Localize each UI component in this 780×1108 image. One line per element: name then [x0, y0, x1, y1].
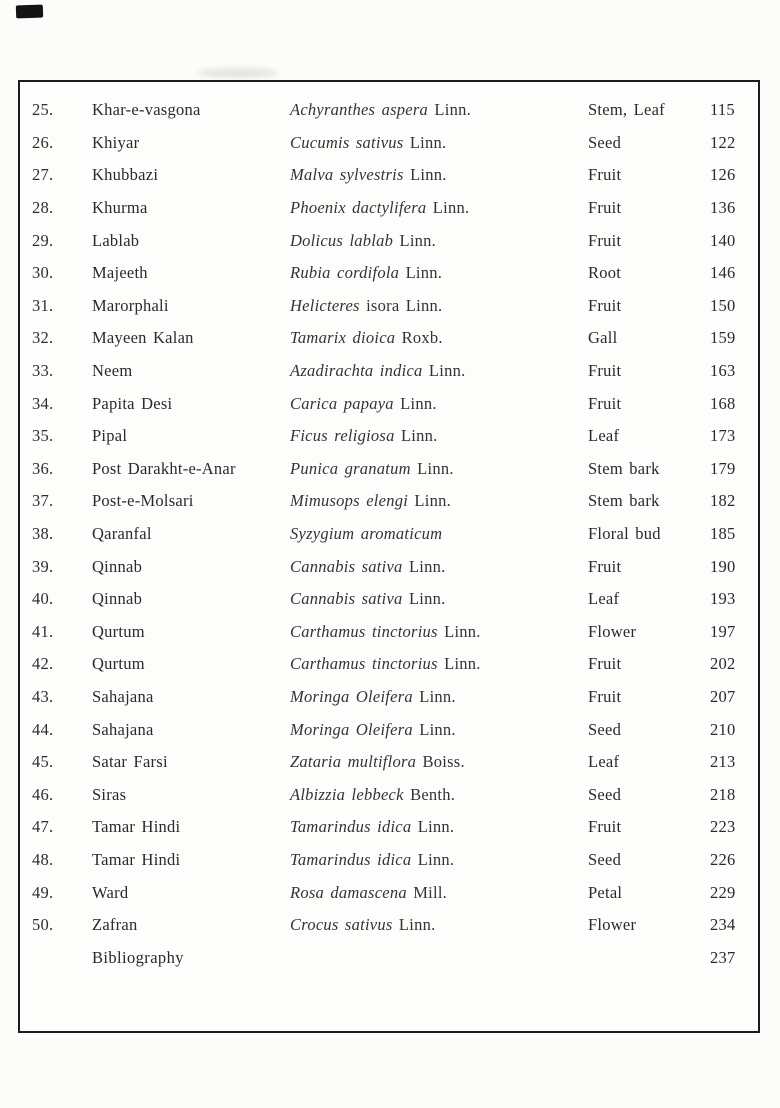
entry-number: 45. — [32, 752, 54, 772]
table-row — [20, 224, 758, 257]
page-number: 202 — [710, 654, 736, 674]
entry-number: 29. — [32, 230, 54, 250]
bibliography-label: Bibliography — [92, 947, 184, 967]
botanical-name-authority: Linn. — [437, 621, 481, 641]
botanical-name-italic: Tamarindus idica — [290, 817, 412, 837]
botanical-name-italic: Cannabis sativa — [290, 556, 403, 576]
botanical-name-authority: Linn. — [399, 263, 443, 283]
botanical-name-italic: Moringa Oleifera — [290, 719, 413, 739]
part-used: Leaf — [588, 426, 620, 446]
part-used: Stem, Leaf — [588, 100, 665, 120]
botanical-name-italic: Moringa Oleifera — [290, 686, 413, 706]
entry-number: 27. — [32, 165, 54, 185]
page-number: 179 — [710, 458, 736, 478]
page-number: 182 — [710, 491, 736, 511]
part-used: Seed — [588, 784, 622, 804]
botanical-name-italic: Mimusops elengi — [290, 491, 409, 511]
entry-number: 46. — [32, 784, 54, 804]
entry-number: 33. — [32, 361, 54, 381]
common-name: Qurtum — [92, 621, 145, 641]
common-name: Lablab — [92, 230, 140, 250]
botanical-name — [290, 915, 588, 935]
botanical-name-authority: Linn. — [402, 556, 446, 576]
botanical-name-authority: Linn. — [410, 458, 454, 478]
part-used: Seed — [588, 849, 622, 869]
botanical-name-authority: Linn. — [411, 849, 455, 869]
botanical-name-authority: Linn. — [426, 198, 470, 218]
part-used: Floral bud — [588, 524, 661, 544]
table-row — [20, 844, 758, 877]
part-used: Stem bark — [588, 491, 660, 511]
table-row — [20, 550, 758, 583]
common-name: Khar-e-vasgona — [92, 100, 201, 120]
botanical-name-authority: Linn. — [403, 132, 447, 152]
entry-number: 30. — [32, 263, 54, 283]
botanical-name — [290, 622, 588, 642]
botanical-name — [290, 720, 588, 740]
botanical-name — [290, 589, 588, 609]
table-row — [20, 616, 758, 649]
scan-artifact-mark — [16, 5, 43, 19]
botanical-name-authority: Linn. — [394, 426, 438, 446]
botanical-name-italic: Cucumis sativus — [290, 132, 404, 152]
botanical-name — [290, 100, 588, 120]
botanical-name — [290, 850, 588, 870]
entry-number: 39. — [32, 556, 54, 576]
part-used: Fruit — [588, 198, 622, 218]
bibliography-row — [20, 941, 758, 974]
page-number: 163 — [710, 361, 736, 381]
botanical-name-italic: Carthamus tinctorius — [290, 654, 438, 674]
table-row — [20, 453, 758, 486]
entry-number: 41. — [32, 621, 54, 641]
common-name: Khiyar — [92, 132, 140, 152]
botanical-name-authority: Linn. — [393, 230, 437, 250]
page-number: 234 — [710, 915, 736, 935]
botanical-name-italic: Cannabis sativa — [290, 589, 403, 609]
common-name: Qinnab — [92, 589, 143, 609]
botanical-name — [290, 198, 588, 218]
table-row — [20, 681, 758, 714]
entry-number: 25. — [32, 100, 54, 120]
botanical-name — [290, 394, 588, 414]
botanical-name-authority: Linn. — [392, 915, 436, 935]
entry-number: 42. — [32, 654, 54, 674]
entry-number: 50. — [32, 915, 54, 935]
part-used: Leaf — [588, 589, 620, 609]
part-used: Fruit — [588, 230, 622, 250]
common-name: Majeeth — [92, 263, 148, 283]
table-row — [20, 583, 758, 616]
entry-number: 48. — [32, 849, 54, 869]
botanical-name-italic: Azadirachta indica — [290, 361, 423, 381]
page-number: 168 — [710, 393, 736, 413]
part-used: Root — [588, 263, 622, 283]
botanical-name — [290, 426, 588, 446]
botanical-name — [290, 296, 588, 316]
page-number: 136 — [710, 198, 736, 218]
table-row — [20, 778, 758, 811]
common-name: Satar Farsi — [92, 752, 168, 772]
part-used: Stem bark — [588, 458, 660, 478]
part-used: Flower — [588, 915, 637, 935]
table-row — [20, 746, 758, 779]
botanical-name — [290, 752, 588, 772]
common-name: Neem — [92, 361, 133, 381]
botanical-name-authority: Mill. — [406, 882, 448, 902]
botanical-name — [290, 817, 588, 837]
table-row — [20, 713, 758, 746]
common-name: Khubbazi — [92, 165, 159, 185]
page-number: 210 — [710, 719, 736, 739]
common-name: Qurtum — [92, 654, 145, 674]
botanical-name — [290, 557, 588, 577]
botanical-name — [290, 328, 588, 348]
common-name: Ward — [92, 882, 129, 902]
botanical-name-italic: Carica papaya — [290, 393, 394, 413]
page-number: 223 — [710, 817, 736, 837]
common-name: Pipal — [92, 426, 128, 446]
botanical-name — [290, 654, 588, 674]
entry-number: 43. — [32, 686, 54, 706]
part-used: Fruit — [588, 686, 622, 706]
page-number: 185 — [710, 524, 736, 544]
botanical-name-authority: Linn. — [403, 165, 447, 185]
common-name: Qinnab — [92, 556, 143, 576]
botanical-name-authority: Roxb. — [395, 328, 443, 348]
part-used: Gall — [588, 328, 618, 348]
table-row — [20, 485, 758, 518]
common-name: Marorphali — [92, 295, 169, 315]
botanical-name-authority: Linn. — [412, 686, 456, 706]
page-number: 213 — [710, 752, 736, 772]
entry-number: 34. — [32, 393, 54, 413]
page-number: 207 — [710, 686, 736, 706]
botanical-name-italic: Carthamus tinctorius — [290, 621, 438, 641]
entry-number: 26. — [32, 132, 54, 152]
botanical-name-authority: Linn. — [437, 654, 481, 674]
table-row — [20, 322, 758, 355]
botanical-name-authority: Boiss. — [416, 752, 465, 772]
page-number: 229 — [710, 882, 736, 902]
common-name: Tamar Hindi — [92, 849, 181, 869]
page-number: 150 — [710, 295, 736, 315]
botanical-name-authority: Linn. — [422, 361, 466, 381]
botanical-name-authority: Linn. — [412, 719, 456, 739]
table-row — [20, 192, 758, 225]
table-row — [20, 909, 758, 942]
botanical-name-authority: isora Linn. — [359, 295, 443, 315]
table-row — [20, 876, 758, 909]
entry-number: 32. — [32, 328, 54, 348]
table-row — [20, 257, 758, 290]
part-used: Seed — [588, 719, 622, 739]
part-used: Flower — [588, 621, 637, 641]
entry-number: 36. — [32, 458, 54, 478]
entry-number: 49. — [32, 882, 54, 902]
botanical-name-authority: Linn. — [393, 393, 437, 413]
page-number: 218 — [710, 784, 736, 804]
common-name: Sahajana — [92, 719, 154, 739]
botanical-name-italic: Albizzia lebbeck — [290, 784, 404, 804]
botanical-name — [290, 785, 588, 805]
part-used: Fruit — [588, 165, 622, 185]
botanical-name — [290, 263, 588, 283]
botanical-name — [290, 231, 588, 251]
botanical-name-authority: Benth. — [403, 784, 456, 804]
entry-number: 35. — [32, 426, 54, 446]
part-used: Fruit — [588, 393, 622, 413]
page-number: 237 — [710, 947, 736, 967]
common-name: Sahajana — [92, 686, 154, 706]
entry-number: 37. — [32, 491, 54, 511]
common-name: Papita Desi — [92, 393, 173, 413]
part-used: Fruit — [588, 295, 622, 315]
entry-number: 40. — [32, 589, 54, 609]
botanical-name — [290, 165, 588, 185]
common-name: Zafran — [92, 915, 138, 935]
table-row — [20, 355, 758, 388]
botanical-name — [290, 491, 588, 511]
page-number: 122 — [710, 132, 736, 152]
botanical-name-italic: Dolicus lablab — [290, 230, 394, 250]
common-name: Mayeen Kalan — [92, 328, 194, 348]
botanical-name-italic: Rubia cordifola — [290, 263, 400, 283]
table-row — [20, 127, 758, 160]
botanical-name — [290, 883, 588, 903]
botanical-name-italic: Crocus sativus — [290, 915, 393, 935]
entry-number: 44. — [32, 719, 54, 739]
page-number: 190 — [710, 556, 736, 576]
table-row — [20, 648, 758, 681]
botanical-name-italic: Zataria multiflora — [290, 752, 417, 772]
page-number: 173 — [710, 426, 736, 446]
part-used: Fruit — [588, 361, 622, 381]
page-number: 197 — [710, 621, 736, 641]
botanical-name-italic: Syzygium aromaticum — [290, 524, 443, 544]
table-row — [20, 290, 758, 323]
common-name: Tamar Hindi — [92, 817, 181, 837]
entry-number: 38. — [32, 524, 54, 544]
botanical-name-italic: Helicteres — [290, 295, 360, 315]
page-number: 146 — [710, 263, 736, 283]
table-row — [20, 159, 758, 192]
botanical-name — [290, 687, 588, 707]
page-number: 126 — [710, 165, 736, 185]
botanical-name-italic: Rosa damascena — [290, 882, 407, 902]
table-row — [20, 387, 758, 420]
common-name: Qaranfal — [92, 524, 152, 544]
common-name: Post Darakht-e-Anar — [92, 458, 236, 478]
botanical-name-italic: Ficus religiosa — [290, 426, 395, 446]
botanical-name — [290, 524, 588, 544]
contents-table-frame — [18, 80, 760, 1033]
common-name: Siras — [92, 784, 127, 804]
contents-rows — [20, 82, 758, 974]
botanical-name-italic: Malva sylvestris — [290, 165, 404, 185]
page-number: 140 — [710, 230, 736, 250]
common-name: Post-e-Molsari — [92, 491, 194, 511]
entry-number: 28. — [32, 198, 54, 218]
botanical-name-italic: Achyranthes aspera — [290, 100, 429, 120]
entry-number: 31. — [32, 295, 54, 315]
page-number: 115 — [710, 100, 735, 120]
botanical-name — [290, 361, 588, 381]
botanical-name — [290, 133, 588, 153]
page-number: 226 — [710, 849, 736, 869]
table-row — [20, 811, 758, 844]
part-used: Seed — [588, 132, 622, 152]
botanical-name-italic: Punica granatum — [290, 458, 411, 478]
botanical-name-authority: Linn. — [408, 491, 451, 511]
entry-number: 47. — [32, 817, 54, 837]
botanical-name-italic: Tamarix dioica — [290, 328, 396, 348]
botanical-name-italic: Phoenix dactylifera — [290, 198, 427, 218]
part-used: Fruit — [588, 556, 622, 576]
botanical-name-italic: Tamarindus idica — [290, 849, 412, 869]
botanical-name-authority: Linn. — [428, 100, 471, 120]
part-used: Fruit — [588, 654, 622, 674]
part-used: Fruit — [588, 817, 622, 837]
page-number: 193 — [710, 589, 736, 609]
table-row — [20, 518, 758, 551]
botanical-name-authority: Linn. — [402, 589, 446, 609]
scan-artifact-smudge — [198, 68, 278, 78]
common-name: Khurma — [92, 198, 148, 218]
table-row — [20, 94, 758, 127]
page-number: 159 — [710, 328, 736, 348]
part-used: Petal — [588, 882, 623, 902]
table-row — [20, 420, 758, 453]
botanical-name-authority: Linn. — [411, 817, 455, 837]
botanical-name — [290, 459, 588, 479]
part-used: Leaf — [588, 752, 620, 772]
